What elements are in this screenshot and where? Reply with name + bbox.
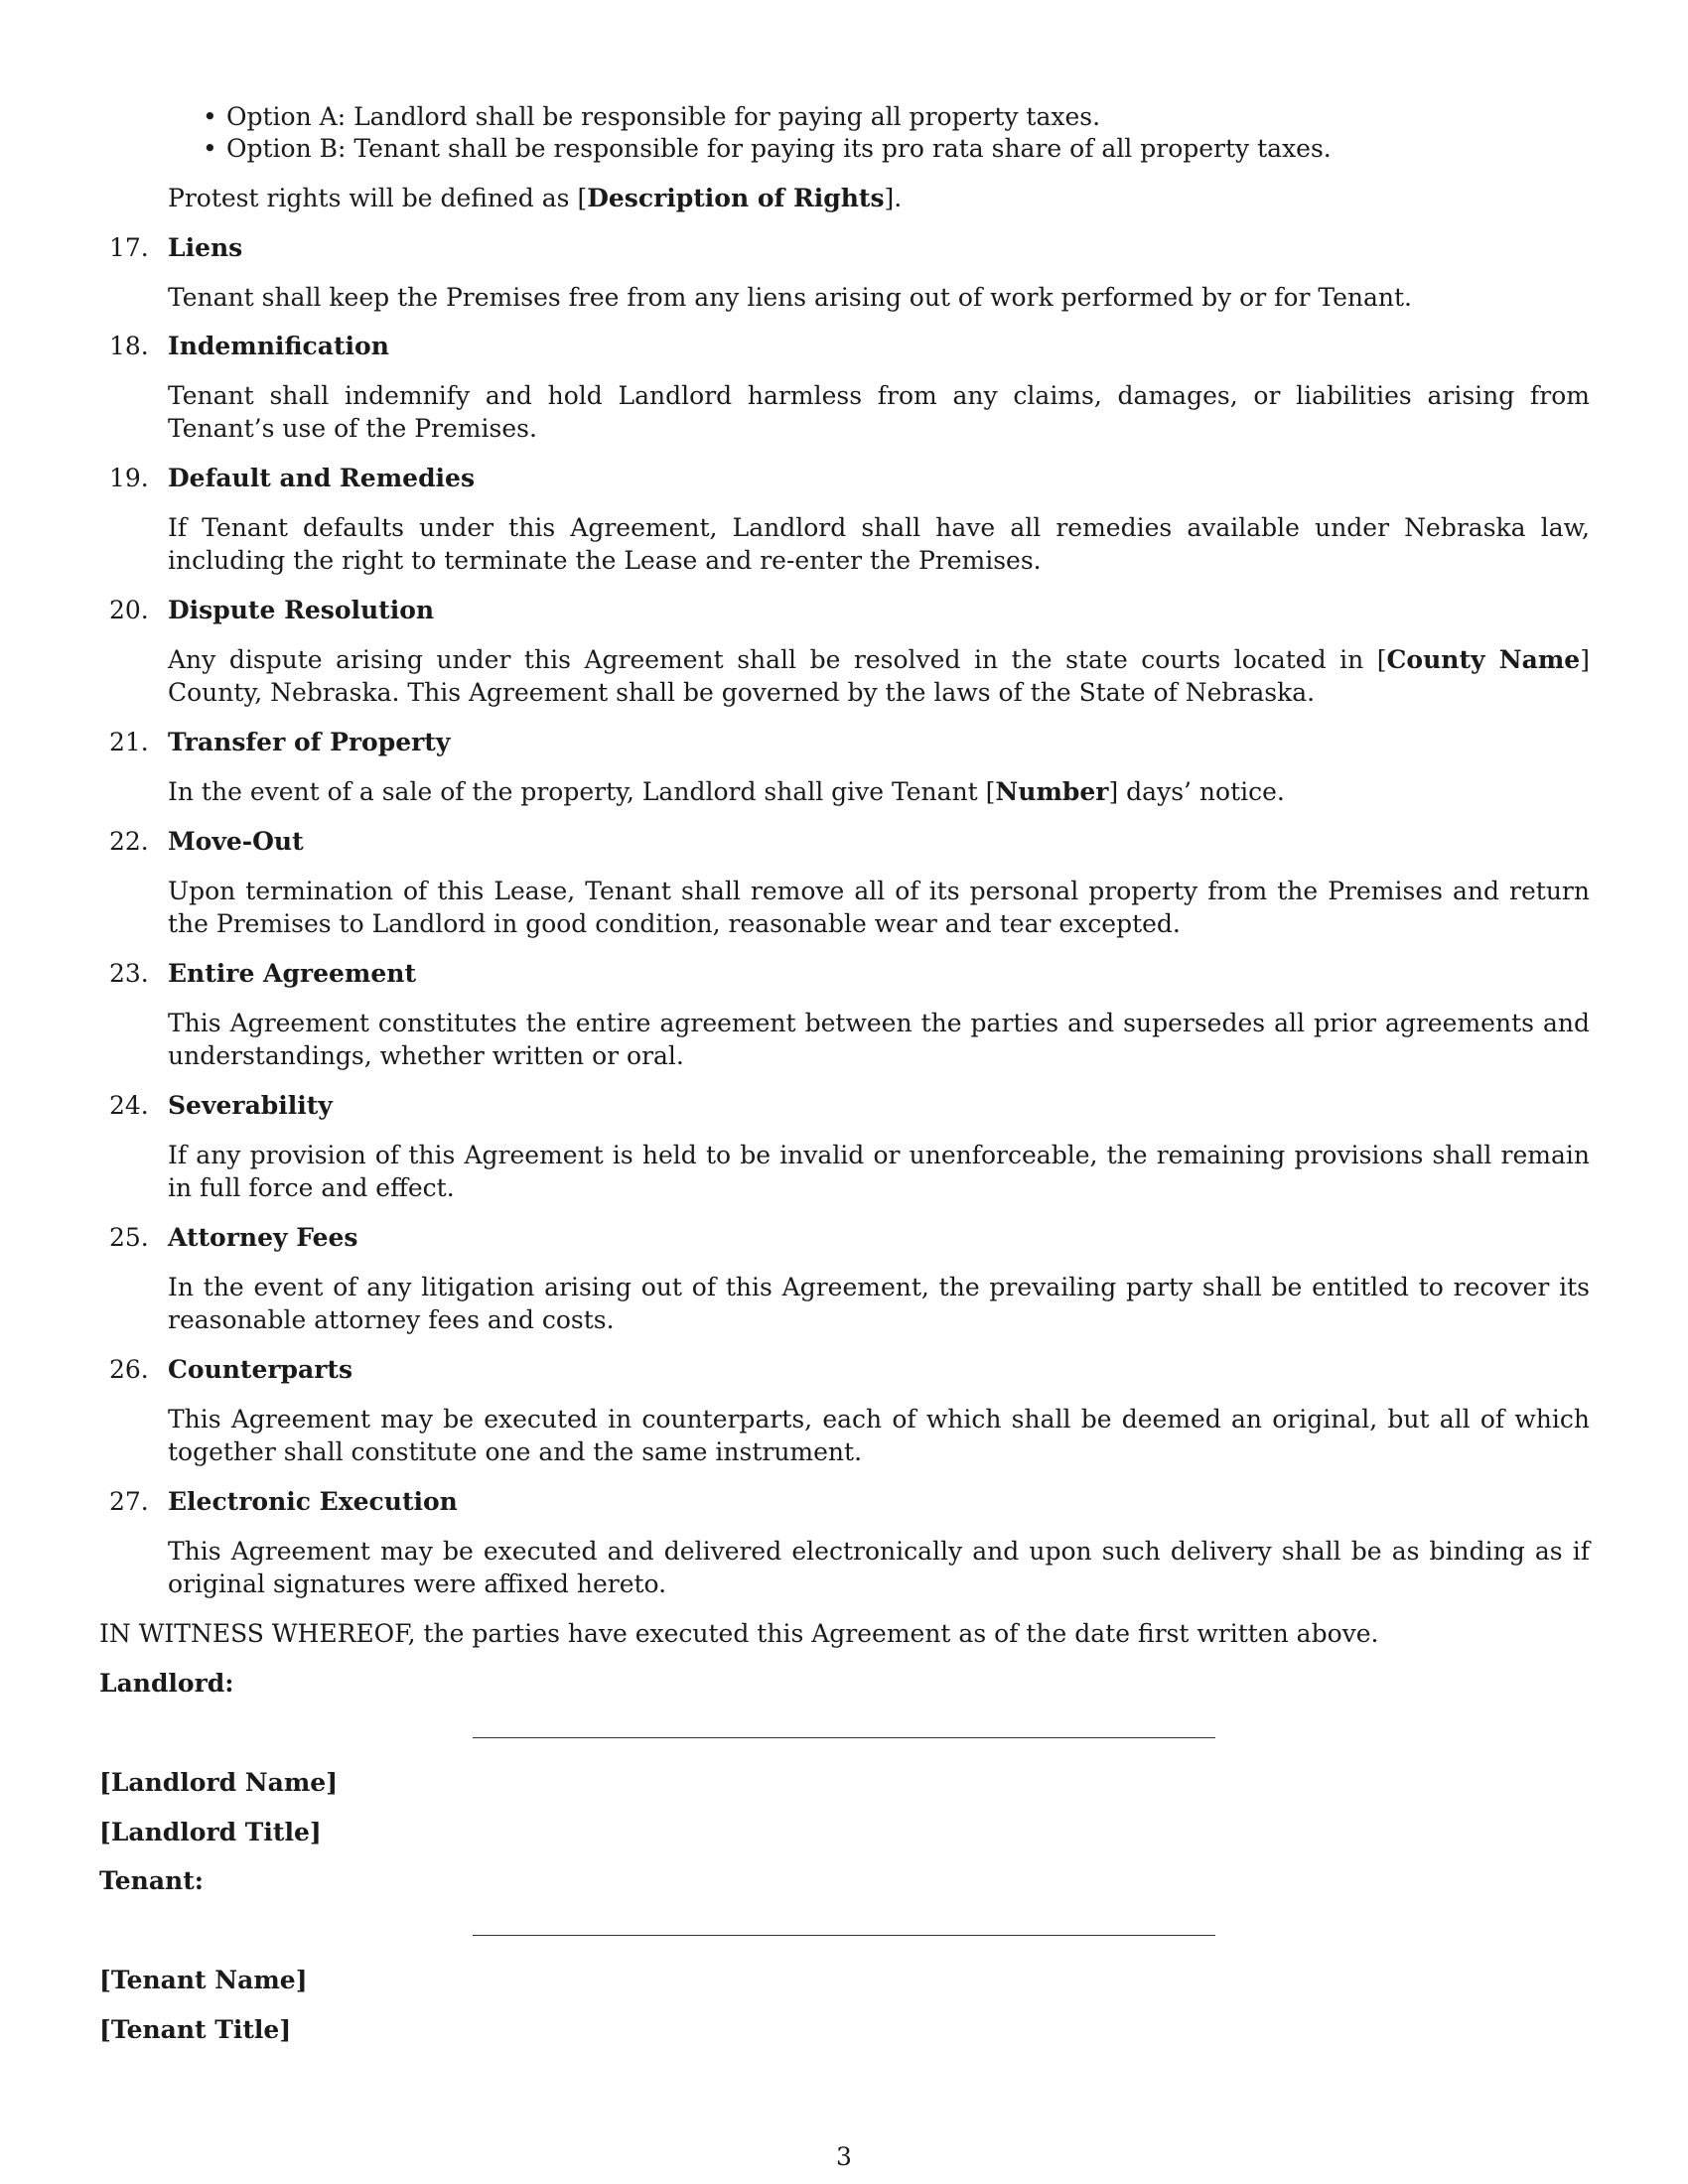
section-body-attorney-fees: In the event of any litigation arising out of this Agreement, the prevailing party shall be entitled to recover its reasonable attorney fees and costs.: [168, 1273, 1590, 1334]
tenant-label: Tenant:: [99, 1866, 204, 1895]
landlord-label: Landlord:: [99, 1669, 234, 1698]
section-body-entire-agreement: This Agreement constitutes the entire agreement between the parties and supersedes all prior agreements and understandings, whether written or oral.: [168, 1009, 1590, 1070]
section-heading-counterparts: 26. Counterparts: [109, 1355, 353, 1384]
landlord-signature-line: [473, 1737, 1215, 1738]
section-heading-default-remedies: 19. Default and Remedies: [109, 464, 476, 492]
section-heading-liens: 17. Liens: [109, 233, 243, 262]
witness-statement: IN WITNESS WHEREOF, the parties have executed this Agreement as of the date first written above.: [99, 1619, 1379, 1648]
section-body-counterparts: This Agreement may be executed in counterparts, each of which shall be deemed an original, but all of which together shall constitute one and the same instrument.: [168, 1405, 1590, 1466]
section-body-liens: Tenant shall keep the Premises free from any liens arising out of work performed by or for Tenant.: [168, 283, 1412, 312]
protest-rights-paragraph: Protest rights will be defined as [Description of Rights].: [168, 184, 903, 212]
section-heading-dispute-resolution: 20. Dispute Resolution: [109, 596, 435, 624]
section-heading-transfer-property: 21. Transfer of Property: [109, 728, 451, 756]
section-heading-entire-agreement: 23. Entire Agreement: [109, 959, 416, 988]
tax-options-list: [226, 101, 1332, 165]
section-body-indemnification: Tenant shall indemnify and hold Landlord harmless from any claims, damages, or liabilities arising from Tenant’s use of the Premises.: [168, 381, 1590, 443]
landlord-title: [Landlord Title]: [99, 1818, 322, 1846]
section-body-electronic-execution: This Agreement may be executed and delivered electronically and upon such delivery shall be as binding as if original signatures were affixed hereto.: [168, 1537, 1590, 1598]
page-number: 3: [836, 2142, 852, 2171]
section-heading-indemnification: 18. Indemnification: [109, 332, 389, 360]
landlord-name: [Landlord Name]: [99, 1768, 339, 1797]
section-body-transfer-property: In the event of a sale of the property, Landlord shall give Tenant [Number] days’ notice.: [168, 777, 1285, 806]
section-body-dispute-resolution: Any dispute arising under this Agreement shall be resolved in the state courts located in [County Name] County, Nebraska. This Agreement shall be governed by the laws of the State of Nebraska.: [168, 645, 1590, 707]
section-body-move-out: Upon termination of this Lease, Tenant shall remove all of its personal property from the Premises and return the Premises to Landlord in good condition, reasonable wear and tear excepted.: [168, 877, 1590, 938]
tenant-name: [Tenant Name]: [99, 1966, 308, 1994]
section-heading-electronic-execution: 27. Electronic Execution: [109, 1487, 458, 1516]
tenant-signature-line: [473, 1935, 1215, 1936]
section-heading-move-out: 22. Move-Out: [109, 827, 304, 856]
list-item: • Option A: Landlord shall be responsible for paying all property taxes.: [226, 101, 1332, 133]
section-heading-severability: 24. Severability: [109, 1091, 333, 1120]
section-body-severability: If any provision of this Agreement is held to be invalid or unenforceable, the remaining provisions shall remain in full force and effect.: [168, 1141, 1590, 1202]
section-body-default-remedies: If Tenant defaults under this Agreement, Landlord shall have all remedies available under Nebraska law, including the right to terminate the Lease and re-enter the Premises.: [168, 513, 1590, 575]
section-heading-attorney-fees: 25. Attorney Fees: [109, 1223, 358, 1252]
tenant-title: [Tenant Title]: [99, 2015, 292, 2044]
list-item: • Option B: Tenant shall be responsible for paying its pro rata share of all property taxes.: [226, 133, 1332, 165]
